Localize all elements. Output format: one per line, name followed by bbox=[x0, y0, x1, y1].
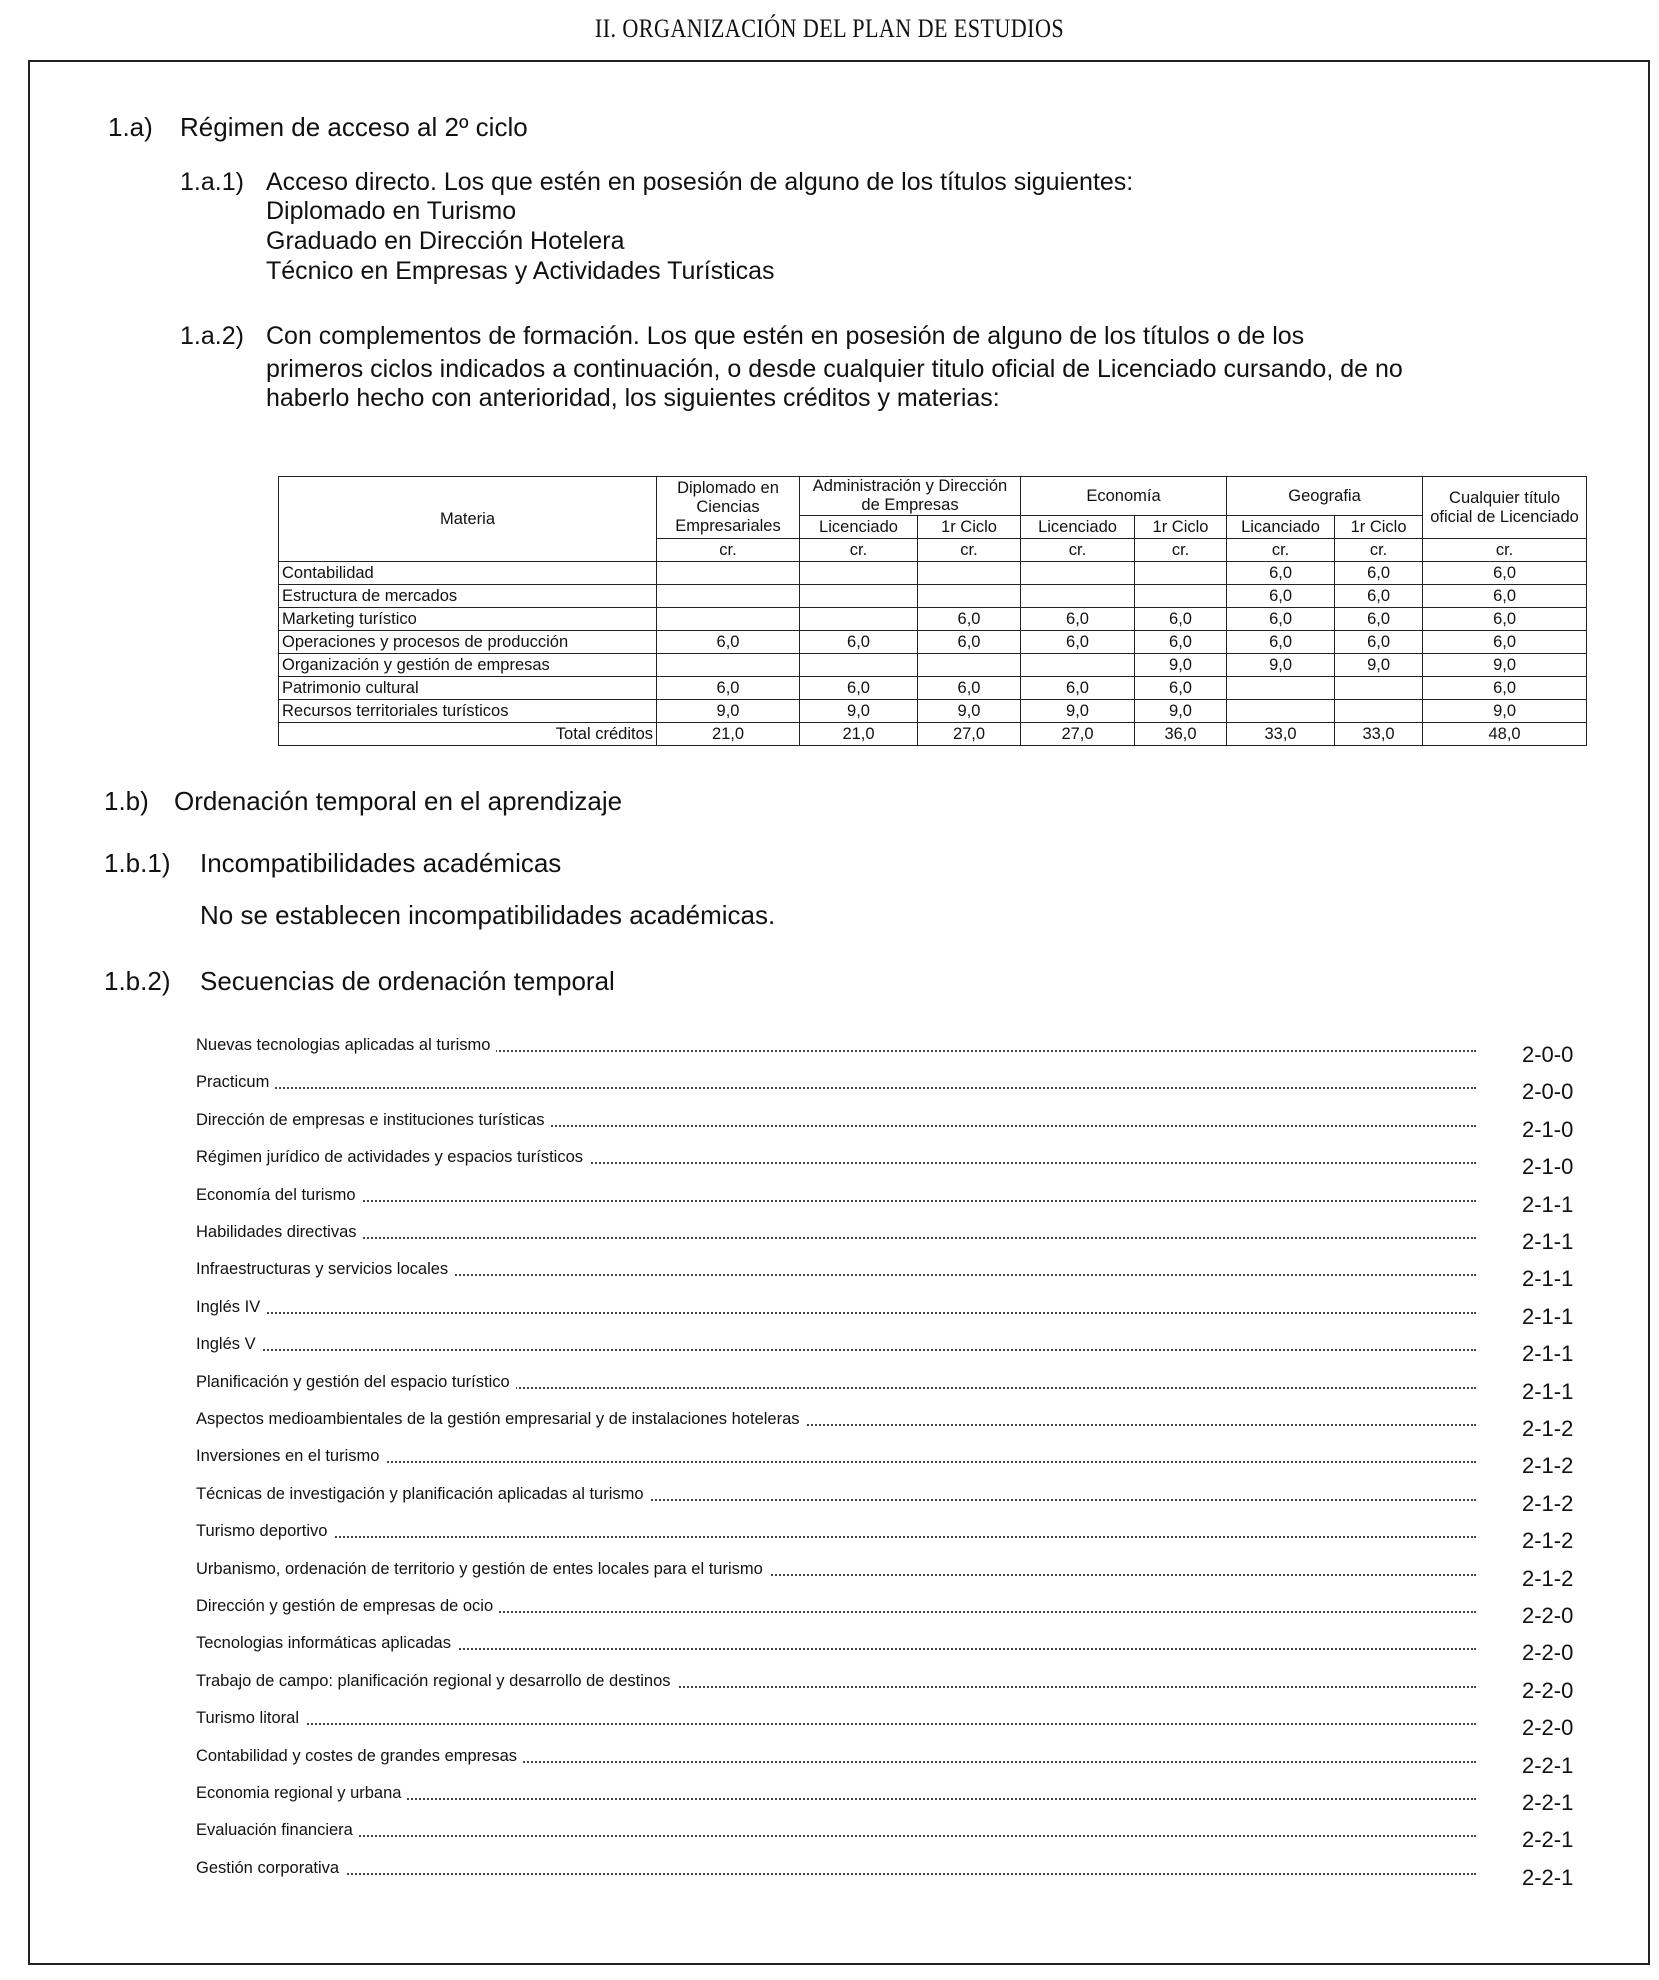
credit-cell: 9,0 bbox=[1423, 700, 1587, 723]
dot-leader bbox=[196, 1873, 1476, 1875]
section-1b2-number: 1.b.2) bbox=[104, 966, 171, 996]
sequence-name: Turismo deportivo bbox=[196, 1522, 333, 1541]
section-1a2-line: primeros ciclos indicados a continuación, o desde cualquier titulo oficial de Licenciado cursando, de no bbox=[266, 355, 1403, 383]
credit-cell: 6,0 bbox=[918, 677, 1021, 700]
sequence-code: 2-2-1 bbox=[1522, 1864, 1574, 1890]
dot-leader bbox=[196, 1835, 1476, 1837]
unit-cell: cr. bbox=[1227, 539, 1335, 562]
credit-cell: 6,0 bbox=[1423, 562, 1587, 585]
credits-table bbox=[278, 476, 1587, 746]
credit-row bbox=[279, 654, 1587, 677]
credit-cell bbox=[1021, 562, 1135, 585]
dot-leader bbox=[196, 1237, 1476, 1239]
unit-cell: cr. bbox=[1335, 539, 1423, 562]
sequence-code: 2-2-1 bbox=[1522, 1790, 1574, 1815]
sequence-name: Contabilidad y costes de grandes empresas bbox=[196, 1747, 523, 1766]
credit-cell: 6,0 bbox=[1423, 585, 1587, 608]
credit-cell bbox=[800, 585, 918, 608]
sequence-name: Gestión corporativa bbox=[196, 1859, 345, 1878]
credit-cell bbox=[918, 562, 1021, 585]
unit-cell: cr. bbox=[657, 539, 800, 562]
credit-cell: 9,0 bbox=[918, 700, 1021, 723]
sequence-code: 2-1-2 bbox=[1522, 1528, 1574, 1554]
sequence-name: Inversiones en el turismo bbox=[196, 1447, 385, 1466]
section-1a-number: 1.a) bbox=[108, 112, 153, 142]
materia-name: Organización y gestión de empresas bbox=[279, 654, 657, 677]
credit-cell: 6,0 bbox=[1423, 631, 1587, 654]
section-1a2-line: haberlo hecho con anterioridad, los siguientes créditos y materias: bbox=[266, 384, 1000, 412]
total-cell: 27,0 bbox=[918, 723, 1021, 746]
header-ade: Administración y Dirección de Empresas bbox=[800, 477, 1021, 516]
section-1b1-title: Incompatibilidades académicas bbox=[200, 848, 562, 878]
credit-row bbox=[279, 631, 1587, 654]
credit-cell: 6,0 bbox=[1335, 562, 1423, 585]
sequence-code: 2-2-0 bbox=[1522, 1677, 1574, 1703]
header-materia: Materia bbox=[279, 477, 657, 562]
sequence-name: Economía del turismo bbox=[196, 1186, 362, 1205]
page-header: II. ORGANIZACIÓN DEL PLAN DE ESTUDIOS bbox=[594, 14, 1065, 43]
section-1a2-number: 1.a.2) bbox=[180, 322, 244, 350]
section-1a1-text: Acceso directo. Los que estén en posesión de alguno de los títulos siguientes: bbox=[266, 168, 1134, 196]
materia-name: Patrimonio cultural bbox=[279, 677, 657, 700]
total-cell: 33,0 bbox=[1335, 723, 1423, 746]
sequence-name: Técnicas de investigación y planificación aplicadas al turismo bbox=[196, 1485, 650, 1504]
credit-cell bbox=[657, 585, 800, 608]
unit-cell: cr. bbox=[1423, 539, 1587, 562]
sequence-item bbox=[196, 1784, 1576, 1820]
credit-cell: 6,0 bbox=[1227, 562, 1335, 585]
unit-cell: cr. bbox=[800, 539, 918, 562]
materia-name: Operaciones y procesos de producción bbox=[279, 631, 657, 654]
credit-cell: 6,0 bbox=[657, 631, 800, 654]
credit-cell: 6,0 bbox=[1021, 677, 1135, 700]
sequence-name: Evaluación financiera bbox=[196, 1821, 359, 1840]
subheader: 1r Ciclo bbox=[918, 516, 1021, 539]
credit-cell: 9,0 bbox=[1423, 654, 1587, 677]
header-economia: Economía bbox=[1021, 477, 1227, 516]
credit-cell bbox=[800, 608, 918, 631]
credit-cell bbox=[657, 608, 800, 631]
title-item: Diplomado en Turismo bbox=[266, 197, 517, 225]
sequence-code: 2-1-0 bbox=[1522, 1154, 1574, 1180]
total-label: Total créditos bbox=[279, 723, 657, 746]
unit-cell: cr. bbox=[1135, 539, 1227, 562]
header-diplomado: Diplomado en Ciencias Empresariales bbox=[657, 477, 800, 539]
total-cell: 33,0 bbox=[1227, 723, 1335, 746]
sequence-name: Trabajo de campo: planificación regional y desarrollo de destinos bbox=[196, 1672, 677, 1691]
sequence-item bbox=[196, 1223, 1576, 1259]
sequence-name: Urbanismo, ordenación de territorio y gestión de entes locales para el turismo bbox=[196, 1560, 769, 1579]
section-1b-number: 1.b) bbox=[104, 786, 149, 816]
sequence-item bbox=[196, 1709, 1576, 1745]
credit-cell: 6,0 bbox=[1021, 608, 1135, 631]
sequence-name: Practicum bbox=[196, 1073, 275, 1092]
sequence-name: Régimen jurídico de actividades y espacios turísticos bbox=[196, 1148, 589, 1167]
sequence-item bbox=[196, 1672, 1576, 1708]
title-item: Técnico en Empresas y Actividades Turísticas bbox=[266, 257, 775, 285]
sequence-item bbox=[196, 1148, 1576, 1184]
sequence-item bbox=[196, 1111, 1576, 1147]
unit-cell: cr. bbox=[918, 539, 1021, 562]
credit-cell: 6,0 bbox=[800, 631, 918, 654]
sequence-name: Inglés V bbox=[196, 1335, 262, 1354]
sequence-code: 2-2-0 bbox=[1522, 1640, 1574, 1666]
credit-cell: 6,0 bbox=[657, 677, 800, 700]
subheader: Licanciado bbox=[1227, 516, 1335, 539]
credit-cell: 9,0 bbox=[1135, 700, 1227, 723]
subheader: 1r Ciclo bbox=[1335, 516, 1423, 539]
sequence-code: 2-1-2 bbox=[1522, 1453, 1574, 1479]
section-1a-title: Régimen de acceso al 2º ciclo bbox=[180, 112, 528, 142]
credit-cell: 6,0 bbox=[1021, 631, 1135, 654]
credit-cell: 6,0 bbox=[1423, 677, 1587, 700]
credit-cell: 9,0 bbox=[1021, 700, 1135, 723]
sequence-name: Nuevas tecnologias aplicadas al turismo bbox=[196, 1036, 496, 1055]
sequence-code: 2-1-2 bbox=[1522, 1416, 1574, 1441]
sequence-name: Habilidades directivas bbox=[196, 1223, 363, 1242]
sequence-code: 2-1-2 bbox=[1522, 1565, 1574, 1591]
total-cell: 21,0 bbox=[657, 723, 800, 746]
credit-cell bbox=[1335, 677, 1423, 700]
credit-cell: 6,0 bbox=[1423, 608, 1587, 631]
sequence-item bbox=[196, 1747, 1576, 1783]
sequence-code: 2-2-1 bbox=[1522, 1827, 1574, 1853]
credit-cell: 6,0 bbox=[1227, 608, 1335, 631]
credit-cell: 6,0 bbox=[800, 677, 918, 700]
sequence-code: 2-2-1 bbox=[1522, 1752, 1574, 1778]
sequence-code: 2-2-0 bbox=[1522, 1603, 1574, 1628]
credit-rows bbox=[279, 562, 1587, 723]
subheader: Licenciado bbox=[800, 516, 918, 539]
sequence-item bbox=[196, 1560, 1576, 1596]
sequence-code: 2-0-0 bbox=[1522, 1079, 1574, 1105]
sequence-name: Turismo litoral bbox=[196, 1709, 305, 1728]
credit-cell bbox=[1335, 700, 1423, 723]
sequence-code: 2-1-0 bbox=[1522, 1116, 1574, 1142]
sequence-item bbox=[196, 1859, 1576, 1895]
sequence-item bbox=[196, 1634, 1576, 1670]
credit-cell bbox=[1135, 585, 1227, 608]
section-1b1-text: No se establecen incompatibilidades académicas. bbox=[200, 900, 776, 930]
materia-name: Marketing turístico bbox=[279, 608, 657, 631]
credit-cell bbox=[1227, 700, 1335, 723]
materia-name: Contabilidad bbox=[279, 562, 657, 585]
sequence-name: Infraestructuras y servicios locales bbox=[196, 1260, 454, 1279]
subheader: 1r Ciclo bbox=[1135, 516, 1227, 539]
credit-row bbox=[279, 562, 1587, 585]
credit-cell bbox=[800, 562, 918, 585]
section-1a2-line: Con complementos de formación. Los que estén en posesión de alguno de los títulos o de los bbox=[266, 322, 1305, 350]
sequence-name: Aspectos medioambientales de la gestión empresarial y de instalaciones hoteleras bbox=[196, 1410, 806, 1429]
sequence-code: 2-1-1 bbox=[1522, 1191, 1574, 1217]
credit-row bbox=[279, 700, 1587, 723]
sequence-code: 2-1-2 bbox=[1522, 1490, 1574, 1516]
total-cell: 48,0 bbox=[1423, 723, 1587, 746]
sequence-name: Dirección de empresas e instituciones turísticas bbox=[196, 1111, 550, 1130]
sequence-item bbox=[196, 1335, 1576, 1371]
sequence-item bbox=[196, 1373, 1576, 1409]
credit-row bbox=[279, 585, 1587, 608]
sequence-item bbox=[196, 1036, 1576, 1072]
sequence-item bbox=[196, 1410, 1576, 1446]
sequence-code: 2-1-1 bbox=[1522, 1266, 1574, 1292]
total-row bbox=[279, 723, 1587, 746]
total-cell: 27,0 bbox=[1021, 723, 1135, 746]
sequence-item bbox=[196, 1485, 1576, 1521]
credit-cell bbox=[657, 654, 800, 677]
credit-cell: 6,0 bbox=[1135, 677, 1227, 700]
materia-name: Estructura de mercados bbox=[279, 585, 657, 608]
credit-cell: 6,0 bbox=[1335, 585, 1423, 608]
sequence-item bbox=[196, 1298, 1576, 1334]
sequence-item bbox=[196, 1597, 1576, 1633]
materia-name: Recursos territoriales turísticos bbox=[279, 700, 657, 723]
sequence-item bbox=[196, 1522, 1576, 1558]
credit-cell bbox=[1021, 585, 1135, 608]
credit-cell: 9,0 bbox=[1135, 654, 1227, 677]
dot-leader bbox=[196, 1087, 1476, 1089]
credit-cell bbox=[918, 654, 1021, 677]
sequence-code: 2-2-0 bbox=[1522, 1715, 1574, 1741]
subheader: Licenciado bbox=[1021, 516, 1135, 539]
sequence-code: 2-1-1 bbox=[1522, 1378, 1574, 1404]
credit-cell: 6,0 bbox=[1227, 585, 1335, 608]
sequence-name: Dirección y gestión de empresas de ocio bbox=[196, 1597, 499, 1616]
credit-cell: 9,0 bbox=[1227, 654, 1335, 677]
sequence-item bbox=[196, 1073, 1576, 1109]
credit-cell bbox=[1021, 654, 1135, 677]
section-1b-title: Ordenación temporal en el aprendizaje bbox=[174, 786, 623, 816]
credit-cell: 6,0 bbox=[918, 608, 1021, 631]
credit-cell: 6,0 bbox=[1335, 631, 1423, 654]
credit-cell bbox=[918, 585, 1021, 608]
unit-cell: cr. bbox=[1021, 539, 1135, 562]
section-1b1-number: 1.b.1) bbox=[104, 848, 171, 878]
header-geografia: Geografia bbox=[1227, 477, 1423, 516]
total-cell: 21,0 bbox=[800, 723, 918, 746]
credit-cell bbox=[1135, 562, 1227, 585]
credit-row bbox=[279, 677, 1587, 700]
section-1a1-number: 1.a.1) bbox=[180, 168, 244, 196]
dot-leader bbox=[196, 1349, 1476, 1351]
dot-leader bbox=[196, 1723, 1476, 1725]
sequence-name: Economia regional y urbana bbox=[196, 1784, 407, 1803]
sequence-item bbox=[196, 1186, 1576, 1222]
credit-cell bbox=[800, 654, 918, 677]
sequence-item bbox=[196, 1821, 1576, 1857]
sequence-code: 2-1-1 bbox=[1522, 1303, 1574, 1329]
total-cell: 36,0 bbox=[1135, 723, 1227, 746]
sequence-name: Inglés IV bbox=[196, 1298, 266, 1317]
dot-leader bbox=[196, 1312, 1476, 1314]
sequence-item bbox=[196, 1260, 1576, 1296]
credit-cell: 6,0 bbox=[1135, 608, 1227, 631]
credit-cell: 6,0 bbox=[1227, 631, 1335, 654]
sequence-code: 2-1-1 bbox=[1522, 1341, 1574, 1367]
credit-cell: 6,0 bbox=[918, 631, 1021, 654]
title-item: Graduado en Dirección Hotelera bbox=[266, 227, 625, 255]
credit-cell: 9,0 bbox=[1335, 654, 1423, 677]
credit-row bbox=[279, 608, 1587, 631]
dot-leader bbox=[196, 1461, 1476, 1463]
section-1b2-title: Secuencias de ordenación temporal bbox=[200, 966, 615, 996]
sequence-code: 2-0-0 bbox=[1522, 1042, 1574, 1067]
credit-cell bbox=[657, 562, 800, 585]
dot-leader bbox=[196, 1200, 1476, 1202]
header-cualquier-titulo: Cualquier título oficial de Licenciado bbox=[1423, 477, 1587, 539]
sequence-item bbox=[196, 1447, 1576, 1483]
sequence-code: 2-1-1 bbox=[1522, 1229, 1574, 1254]
credit-cell bbox=[1227, 677, 1335, 700]
credit-cell: 9,0 bbox=[800, 700, 918, 723]
credit-cell: 6,0 bbox=[1135, 631, 1227, 654]
dot-leader bbox=[196, 1536, 1476, 1538]
sequence-name: Planificación y gestión del espacio turístico bbox=[196, 1373, 516, 1392]
sequence-name: Tecnologias informáticas aplicadas bbox=[196, 1634, 457, 1653]
credit-cell: 9,0 bbox=[657, 700, 800, 723]
credit-cell: 6,0 bbox=[1335, 608, 1423, 631]
